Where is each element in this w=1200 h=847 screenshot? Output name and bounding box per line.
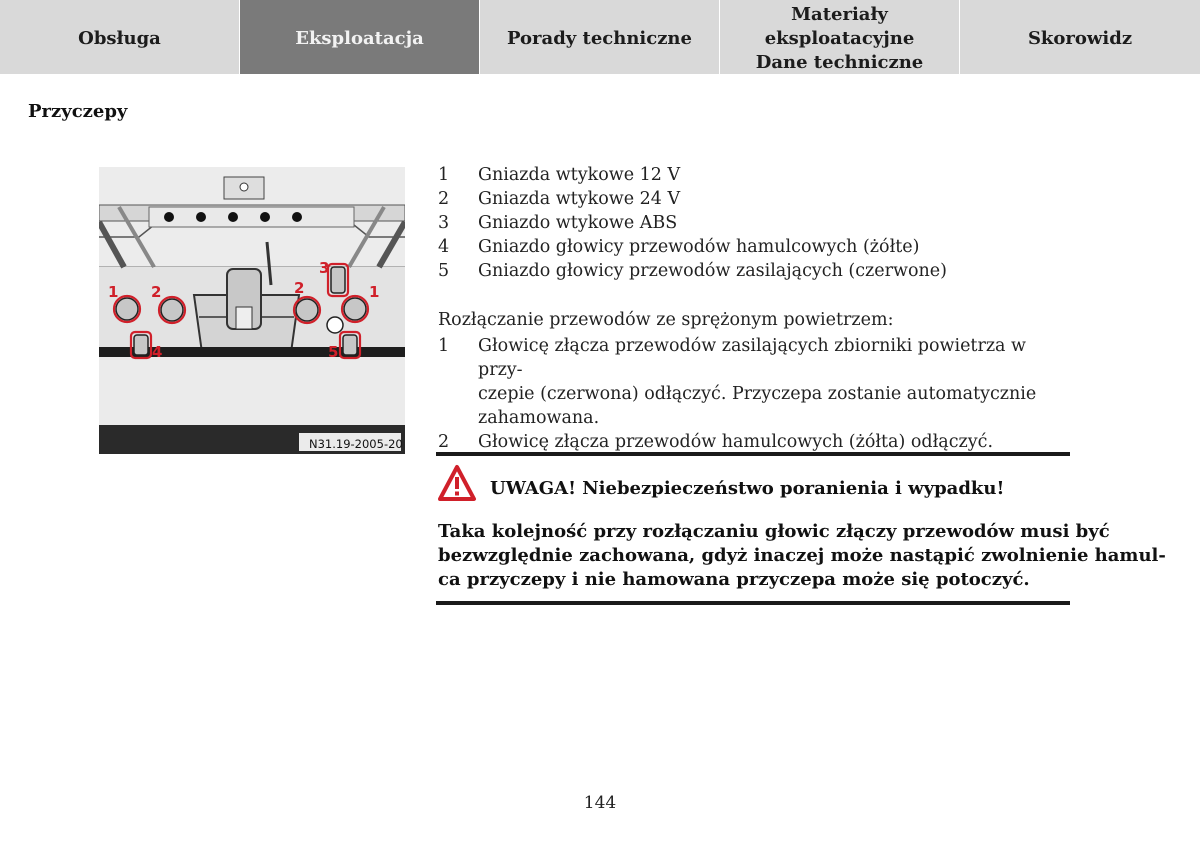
list-text: Gniazdo głowicy przewodów zasilających (czerwone) [478, 261, 947, 281]
list-item [438, 235, 1058, 259]
connector-legend [438, 163, 1058, 283]
list-item [438, 187, 1058, 211]
procedure-steps [438, 334, 1058, 454]
warning-bottom-rule [436, 601, 1070, 605]
list-item [438, 334, 1058, 430]
tab-label: Skorowidz [1027, 28, 1133, 49]
warning-line: Taka kolejność przy rozłączaniu głowic złączy przewodów musi być [438, 521, 1110, 542]
warning-text [438, 520, 1166, 592]
callout-label: 2 [294, 279, 305, 297]
list-number: 4 [438, 237, 450, 257]
list-number: 1 [438, 165, 450, 185]
callout-label: 4 [152, 343, 163, 361]
tab-label: Eksploatacja [295, 28, 424, 49]
callout-label: 5 [328, 343, 339, 361]
tab-skorowidz[interactable] [960, 0, 1200, 74]
list-item [438, 211, 1058, 235]
list-item [438, 259, 1058, 283]
list-number: 2 [438, 432, 450, 452]
list-number: 3 [438, 213, 450, 233]
procedure-intro: Rozłączanie przewodów ze sprężonym powietrzem: [438, 310, 894, 330]
warning-line: ca przyczepy i nie hamowana przyczepa może się potoczyć. [438, 569, 1030, 590]
list-text: Gniazdo wtykowe ABS [478, 213, 678, 233]
callout-label: 1 [108, 283, 119, 301]
warning-triangle-icon [437, 464, 477, 502]
tab-porady-techniczne[interactable] [480, 0, 720, 74]
step-text-line: Głowicę złącza przewodów hamulcowych (żółta) odłączyć. [478, 432, 994, 452]
step-text-line: Głowicę złącza przewodów zasilających zbiorniki powietrza w przy- [478, 336, 1027, 380]
tab-obsluga[interactable] [0, 0, 240, 74]
tab-label: Porady techniczne [507, 28, 692, 49]
tab-label: Materiały eksploatacyjne [764, 4, 915, 49]
tab-eksploatacja[interactable] [240, 0, 480, 74]
list-text: Gniazdo głowicy przewodów hamulcowych (żółte) [478, 237, 920, 257]
list-text: Gniazda wtykowe 12 V [478, 165, 681, 185]
warning-heading: UWAGA! Niebezpieczeństwo poranienia i wypadku! [490, 478, 1005, 499]
step-text-line: czepie (czerwona) odłączyć. Przyczepa zostanie automatycznie [478, 384, 1037, 404]
list-number: 5 [438, 261, 450, 281]
trailer-drawing [99, 167, 405, 454]
page-number: 144 [583, 793, 617, 813]
list-number: 2 [438, 189, 450, 209]
list-number: 1 [438, 336, 450, 356]
warning-line: bezwzględnie zachowana, gdyż inaczej może nastąpić zwolnienie hamul- [438, 545, 1166, 566]
list-text: Gniazda wtykowe 24 V [478, 189, 681, 209]
tab-label-line2: Dane techniczne [755, 52, 924, 73]
tab-label: Obsługa [78, 28, 161, 49]
step-text-line: zahamowana. [478, 408, 600, 428]
callout-label: 1 [369, 283, 380, 301]
warning-top-rule [436, 452, 1070, 456]
tab-materialy-dane[interactable] [720, 0, 960, 74]
list-item [438, 430, 1058, 454]
section-title: Przyczepy [28, 101, 128, 122]
callout-label: 2 [151, 283, 162, 301]
callout-label: 3 [319, 259, 330, 277]
list-item [438, 163, 1058, 187]
chapter-tabs [0, 0, 1200, 74]
figure-code: N31.19-2005-20 [309, 437, 403, 451]
trailer-connectors-illustration [99, 167, 405, 454]
